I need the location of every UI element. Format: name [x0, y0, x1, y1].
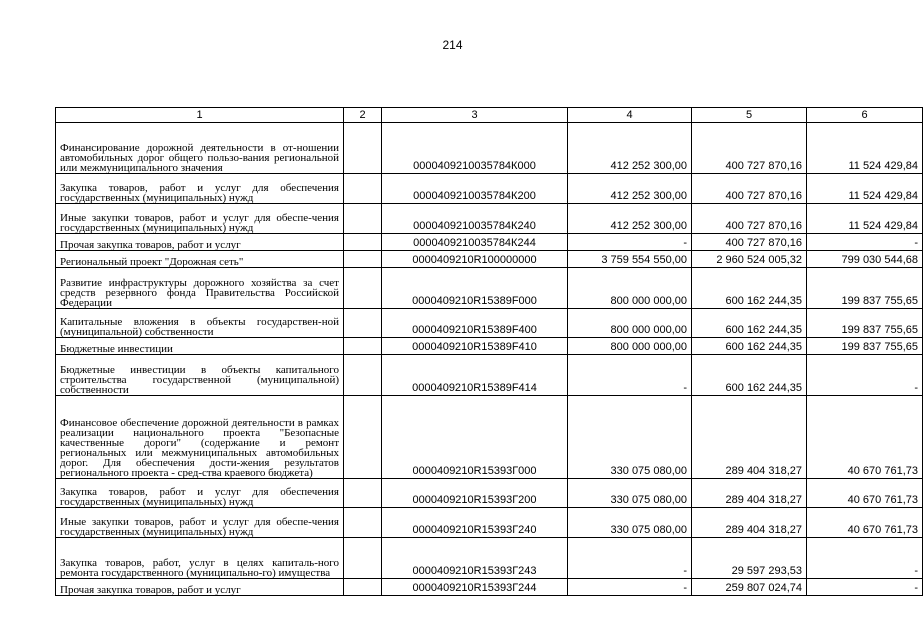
row-plan: 800 000 000,00: [568, 268, 692, 309]
row-col2: [344, 268, 382, 309]
row-actual: 400 727 870,16: [692, 234, 807, 251]
row-col2: [344, 234, 382, 251]
table-row: [56, 234, 923, 251]
row-actual: 289 404 318,27: [692, 479, 807, 508]
row-code: 0000409210035784К200: [382, 174, 568, 204]
row-remainder: 199 837 755,65: [807, 338, 923, 355]
budget-table: [55, 107, 923, 596]
row-actual: 289 404 318,27: [692, 508, 807, 538]
row-name: Иные закупки товаров, работ и услуг для обеспе-чения государственных (муниципальных) нужд: [56, 204, 344, 234]
row-plan: 800 000 000,00: [568, 309, 692, 338]
row-name: Развитие инфраструктуры дорожного хозяйства за счет средств резервного фонда Правительства Российской Федерации: [56, 268, 344, 309]
row-col2: [344, 396, 382, 479]
row-col2: [344, 309, 382, 338]
row-code: 0000409210R15389F410: [382, 338, 568, 355]
row-name: Прочая закупка товаров, работ и услуг: [56, 579, 344, 596]
row-remainder: 11 524 429,84: [807, 204, 923, 234]
row-code: 0000409210R15389F000: [382, 268, 568, 309]
row-actual: 600 162 244,35: [692, 338, 807, 355]
table-row: [56, 123, 923, 174]
row-plan: 330 075 080,00: [568, 479, 692, 508]
row-remainder: -: [807, 355, 923, 396]
header-cell-1: 1: [56, 108, 344, 123]
row-name: Финансовое обеспечение дорожной деятельности в рамках реализации национального проекта "Безопасные качественные дороги" (содержание и ремонт региональных или межмуниципальных автомобильных дорог. Для обеспечения дости-жения результатов регионального проекта - сред-ства краевого бюджета): [56, 396, 344, 479]
row-col2: [344, 338, 382, 355]
row-remainder: 40 670 761,73: [807, 508, 923, 538]
row-remainder: 40 670 761,73: [807, 479, 923, 508]
row-name: Прочая закупка товаров, работ и услуг: [56, 234, 344, 251]
row-name: Капитальные вложения в объекты государствен-ной (муниципальной) собственности: [56, 309, 344, 338]
row-plan: 800 000 000,00: [568, 338, 692, 355]
row-name: Иные закупки товаров, работ и услуг для обеспе-чения государственных (муниципальных) нужд: [56, 508, 344, 538]
row-actual: 400 727 870,16: [692, 174, 807, 204]
row-plan: 412 252 300,00: [568, 174, 692, 204]
row-col2: [344, 479, 382, 508]
row-name: Бюджетные инвестиции в объекты капитального строительства государственной (муниципальной) собственности: [56, 355, 344, 396]
table-row: [56, 508, 923, 538]
row-code: 0000409210R15393Г200: [382, 479, 568, 508]
table-row: [56, 479, 923, 508]
row-name: Финансирование дорожной деятельности в от-ношении автомобильных дорог общего пользо-вания региональной или межмуниципального значения: [56, 123, 344, 174]
row-code: 0000409210R15393Г243: [382, 538, 568, 579]
row-col2: [344, 538, 382, 579]
row-col2: [344, 251, 382, 268]
row-col2: [344, 204, 382, 234]
row-remainder: -: [807, 538, 923, 579]
row-remainder: 199 837 755,65: [807, 309, 923, 338]
table-row: [56, 396, 923, 479]
row-plan: -: [568, 355, 692, 396]
row-name: Региональный проект "Дорожная сеть": [56, 251, 344, 268]
header-row: [56, 108, 923, 123]
row-code: 0000409210035784К000: [382, 123, 568, 174]
row-code: 0000409210035784К244: [382, 234, 568, 251]
row-name: Бюджетные инвестиции: [56, 338, 344, 355]
row-code: 0000409210R100000000: [382, 251, 568, 268]
table-row: [56, 309, 923, 338]
row-actual: 259 807 024,74: [692, 579, 807, 596]
row-col2: [344, 579, 382, 596]
table-row: [56, 174, 923, 204]
row-col2: [344, 123, 382, 174]
row-actual: 400 727 870,16: [692, 123, 807, 174]
row-plan: 412 252 300,00: [568, 204, 692, 234]
table-row: [56, 579, 923, 596]
row-name: Закупка товаров, работ и услуг для обеспечения государственных (муниципальных) нужд: [56, 174, 344, 204]
row-actual: 600 162 244,35: [692, 309, 807, 338]
row-name: Закупка товаров, работ и услуг для обеспечения государственных (муниципальных) нужд: [56, 479, 344, 508]
row-remainder: -: [807, 579, 923, 596]
row-code: 0000409210R15393Г240: [382, 508, 568, 538]
row-actual: 29 597 293,53: [692, 538, 807, 579]
row-actual: 289 404 318,27: [692, 396, 807, 479]
table-row: [56, 338, 923, 355]
row-plan: 330 075 080,00: [568, 396, 692, 479]
row-code: 0000409210R15393Г244: [382, 579, 568, 596]
table-row: [56, 355, 923, 396]
row-code: 0000409210R15393Г000: [382, 396, 568, 479]
row-remainder: 11 524 429,84: [807, 123, 923, 174]
header-cell-2: 2: [344, 108, 382, 123]
row-code: 0000409210035784К240: [382, 204, 568, 234]
page-number: 214: [442, 38, 463, 52]
row-name: Закупка товаров, работ, услуг в целях капиталь-ного ремонта государственного (муниципально-го) имущества: [56, 538, 344, 579]
row-remainder: 40 670 761,73: [807, 396, 923, 479]
row-remainder: -: [807, 234, 923, 251]
row-plan: 3 759 554 550,00: [568, 251, 692, 268]
row-code: 0000409210R15389F414: [382, 355, 568, 396]
row-col2: [344, 508, 382, 538]
row-plan: 330 075 080,00: [568, 508, 692, 538]
table-row: [56, 204, 923, 234]
row-col2: [344, 355, 382, 396]
row-actual: 600 162 244,35: [692, 268, 807, 309]
table-row: [56, 268, 923, 309]
row-actual: 2 960 524 005,32: [692, 251, 807, 268]
row-remainder: 11 524 429,84: [807, 174, 923, 204]
row-plan: 412 252 300,00: [568, 123, 692, 174]
header-cell-5: 5: [692, 108, 807, 123]
row-remainder: 799 030 544,68: [807, 251, 923, 268]
header-cell-4: 4: [568, 108, 692, 123]
row-plan: -: [568, 538, 692, 579]
header-cell-3: 3: [382, 108, 568, 123]
row-col2: [344, 174, 382, 204]
row-actual: 400 727 870,16: [692, 204, 807, 234]
row-plan: -: [568, 234, 692, 251]
row-actual: 600 162 244,35: [692, 355, 807, 396]
row-remainder: 199 837 755,65: [807, 268, 923, 309]
table-row: [56, 538, 923, 579]
table-row: [56, 251, 923, 268]
header-cell-6: 6: [807, 108, 923, 123]
row-plan: -: [568, 579, 692, 596]
row-code: 0000409210R15389F400: [382, 309, 568, 338]
